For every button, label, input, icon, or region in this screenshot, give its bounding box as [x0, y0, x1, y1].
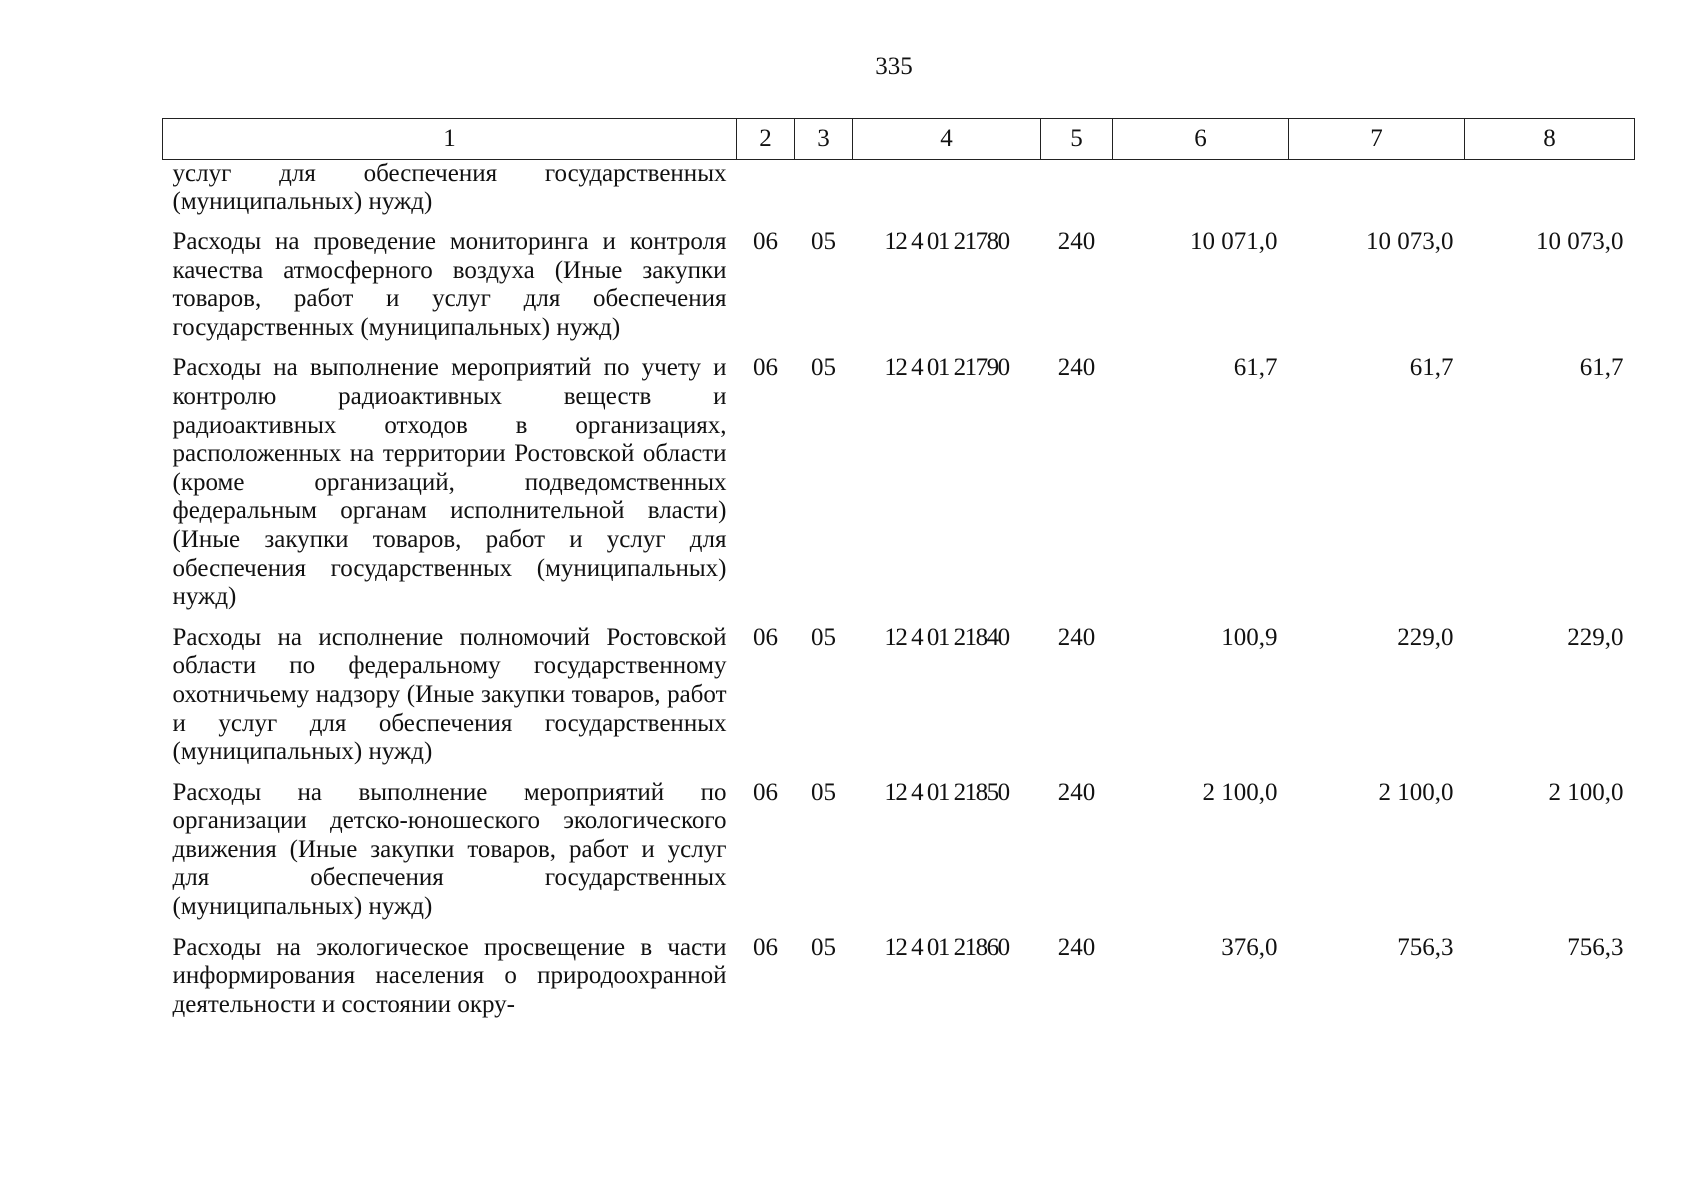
table-row — [163, 228, 1635, 354]
header-col-2: 2 — [737, 119, 795, 160]
table-header — [163, 119, 1635, 160]
header-col-3: 3 — [795, 119, 853, 160]
row-description: Расходы на исполнение полномочий Ростовской области по федеральному государственному охотничьему надзору (Иные закупки товаров, работ и услуг для обеспечения государственных (муниципальных) нужд) — [172, 623, 727, 766]
header-col-1: 1 — [163, 119, 737, 160]
table-row — [163, 779, 1635, 934]
header-row — [163, 119, 1635, 160]
table-row — [163, 354, 1635, 623]
header-col-5: 5 — [1041, 119, 1113, 160]
row-amount-col7: 229,0 — [1397, 623, 1454, 651]
row-description: Расходы на проведение мониторинга и контроля качества атмосферного воздуха (Иные закупки товаров, работ и услуг для обеспечения государственных (муниципальных) нужд) — [172, 228, 727, 341]
row-amount-col8 — [1465, 160, 1635, 229]
row-amount-col8: 2 100,0 — [1548, 778, 1624, 806]
row-expense-type: 240 — [1057, 778, 1096, 806]
header-col-6: 6 — [1113, 119, 1289, 160]
row-subsection: 05 — [811, 623, 836, 651]
table-row — [163, 160, 1635, 229]
row-amount-col6: 376,0 — [1221, 933, 1278, 961]
header-col-7: 7 — [1289, 119, 1465, 160]
row-amount-col7 — [1289, 160, 1465, 229]
row-section: 06 — [753, 778, 778, 806]
row-target-code: 12 4 01 21840 — [884, 623, 1009, 651]
table-row — [163, 934, 1635, 1032]
header-col-8: 8 — [1465, 119, 1635, 160]
row-subsection: 05 — [811, 778, 836, 806]
row-target-code: 12 4 01 21850 — [884, 778, 1009, 806]
table-row — [163, 624, 1635, 779]
row-amount-col6 — [1113, 160, 1289, 229]
row-section: 06 — [753, 354, 778, 382]
row-amount-col7: 2 100,0 — [1378, 778, 1454, 806]
row-amount-col7: 10 073,0 — [1366, 228, 1454, 255]
row-amount-col7: 61,7 — [1409, 354, 1454, 382]
row-target-code: 12 4 01 21790 — [884, 354, 1009, 382]
row-description: Расходы на выполнение мероприятий по организации детско-юношеского экологического движения (Иные закупки товаров, работ и услуг для обеспечения государственных (муниципальных) нужд) — [172, 778, 727, 921]
row-expense-type — [1041, 160, 1113, 229]
row-section: 06 — [753, 623, 778, 651]
row-expense-type: 240 — [1057, 228, 1096, 255]
table-body — [163, 160, 1635, 1032]
row-target-code — [853, 160, 1041, 229]
row-description: услуг для обеспечения государственных (муниципальных) нужд) — [172, 160, 727, 215]
row-amount-col6: 61,7 — [1233, 354, 1278, 382]
row-expense-type: 240 — [1057, 623, 1096, 651]
header-col-4: 4 — [853, 119, 1041, 160]
row-description: Расходы на выполнение мероприятий по учету и контролю радиоактивных веществ и радиоактивных отходов в организациях, расположенных на территории Ростовской области (кроме организаций, подведомственных федеральным органам исполнительной власти) (Иные закупки товаров, работ и услуг для обеспечения государственных (муниципальных) нужд) — [172, 354, 727, 611]
row-subsection: 05 — [811, 228, 836, 255]
row-section — [737, 160, 795, 229]
row-amount-col8: 61,7 — [1579, 354, 1624, 382]
row-amount-col8: 10 073,0 — [1536, 228, 1624, 255]
row-amount-col7: 756,3 — [1397, 933, 1454, 961]
budget-table-container — [162, 118, 1634, 1031]
row-subsection: 05 — [811, 354, 836, 382]
row-expense-type: 240 — [1057, 354, 1096, 382]
row-section: 06 — [753, 933, 778, 961]
row-description: Расходы на экологическое просвещение в части информирования населения о природоохранной деятельности и состоянии окру- — [172, 933, 727, 1018]
page-number: 335 — [875, 53, 913, 80]
row-amount-col6: 10 071,0 — [1190, 228, 1278, 255]
row-amount-col6: 100,9 — [1221, 623, 1278, 651]
budget-table — [162, 118, 1635, 1031]
row-amount-col8: 756,3 — [1567, 933, 1624, 961]
row-subsection: 05 — [811, 933, 836, 961]
row-target-code: 12 4 01 21780 — [884, 228, 1009, 255]
row-expense-type: 240 — [1057, 933, 1096, 961]
row-amount-col8: 229,0 — [1567, 623, 1624, 651]
row-target-code: 12 4 01 21860 — [884, 933, 1009, 961]
row-amount-col6: 2 100,0 — [1202, 778, 1278, 806]
row-subsection — [795, 160, 853, 229]
row-section: 06 — [753, 228, 778, 255]
